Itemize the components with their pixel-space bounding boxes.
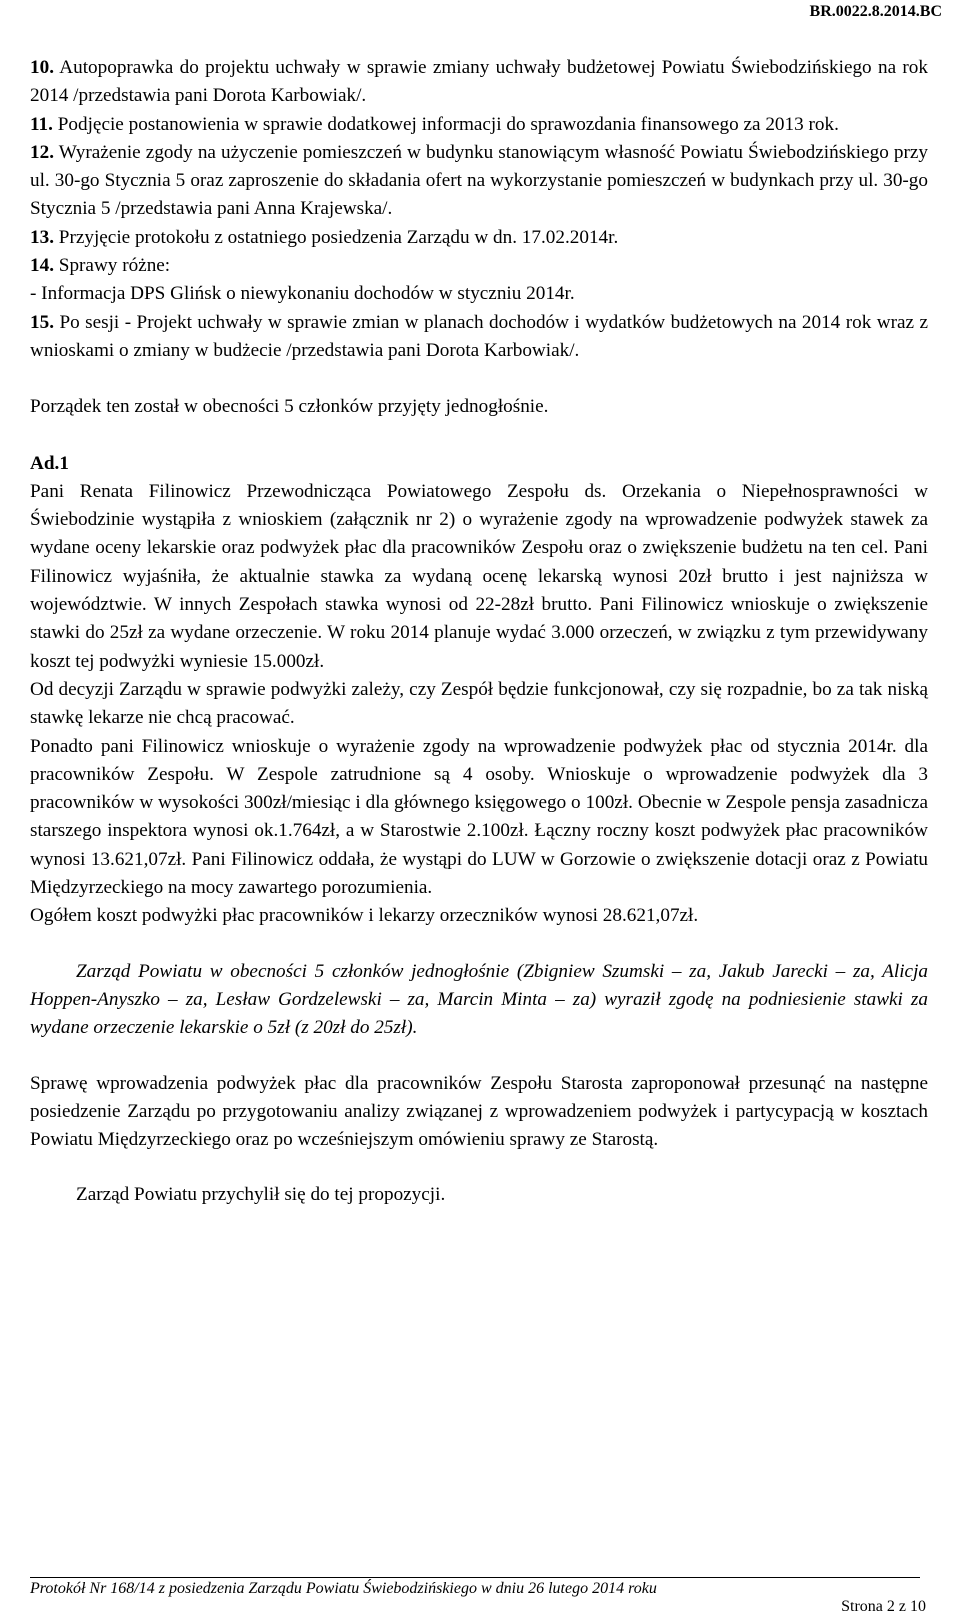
agenda-text: Po sesji - Projekt uchwały w sprawie zmian w planach dochodów i wydatków budżetowych na 2014 rok wraz z wnioskami o zmiany w budżecie /przedstawia pani Dorota Karbowiak/.: [30, 311, 928, 361]
agenda-text: Podjęcie postanowienia w sprawie dodatkowej informacji do sprawozdania finansowego za 2013 rok.: [57, 113, 839, 135]
agenda-number: 10.: [30, 57, 54, 78]
agenda-number: 15.: [30, 311, 54, 333]
agenda-item: [30, 224, 928, 252]
agenda-text: Autopoprawka do projektu uchwały w sprawie zmiany uchwały budżetowej Powiatu Świebodzińskiego na rok 2014 /przedstawia pani Dorota Karbowiak/.: [30, 57, 928, 107]
agenda-number: 11.: [30, 113, 53, 135]
agenda-text: Sprawy różne:: [58, 255, 171, 277]
agenda-item: [30, 111, 928, 139]
agenda-text: - Informacja DPS Glińsk o niewykonaniu dochodów w styczniu 2014r.: [30, 283, 575, 305]
paragraph: Pani Renata Filinowicz Przewodnicząca Powiatowego Zespołu ds. Orzekania o Niepełnosprawności w Świebodzinie wystąpiła z wnioskiem (załącznik nr 2) o wyrażenie zgody na wprowadzenie podwyżek stawek za wydane oceny lekarskie oraz podwyżek płac dla pracowników Zespołu oraz o zwiększenie budżetu na ten cel. Pani Filinowicz wyjaśniła, że aktualnie stawka za wydaną ocenę lekarską wynosi 20zł brutto i jest najniższa w województwie. W innych Zespołach stawka wynosi od 22-28zł brutto. Pani Filinowicz wnioskuje o zwiększenie stawki do 25zł za wydane orzeczenie. W roku 2014 planuje wydać 3.000 orzeczeń, w związku z tym przewidywany koszt tej podwyżki wyniesie 15.000zł.: [30, 480, 928, 672]
paragraph: Od decyzji Zarządu w sprawie podwyżki zależy, czy Zespół będzie funkcjonował, czy się rozpadnie, bo za tak niską stawkę lekarze nie chcą pracować.: [30, 678, 928, 729]
footer-text: Protokół Nr 168/14 z posiedzenia Zarządu Powiatu Świebodzińskiego w dniu 26 lutego 2014 roku: [30, 1580, 657, 1597]
document-body: [30, 54, 928, 1210]
agenda-text: Przyjęcie protokołu z ostatniego posiedzenia Zarządu w dn. 17.02.2014r.: [58, 226, 619, 248]
approval-statement: Porządek ten został w obecności 5 członków przyjęty jednogłośnie.: [30, 396, 549, 418]
page-number: Strona 2 z 10: [841, 1598, 926, 1615]
agenda-number: 13.: [30, 226, 54, 248]
document-code: BR.0022.8.2014.BC: [809, 3, 942, 20]
agenda-item: [30, 139, 928, 224]
paragraph: Ogółem koszt podwyżki płac pracowników i lekarzy orzeczników wynosi 28.621,07zł.: [30, 905, 699, 927]
section-heading: Ad.1: [30, 452, 69, 474]
footer-divider: [30, 1577, 920, 1578]
conclusion: Zarząd Powiatu przychylił się do tej propozycji.: [76, 1184, 446, 1206]
agenda-list: [30, 54, 928, 365]
agenda-item: [30, 252, 928, 280]
proposal-paragraph: Sprawę wprowadzenia podwyżek płac dla pracowników Zespołu Starosta zaproponował przesunąć na następne posiedzenie Zarządu po przygotowaniu analizy związanej z wprowadzeniem podwyżek i partycypacją w kosztach Powiatu Międzyrzeckiego oraz po wcześniejszym omówieniu sprawy ze Starostą.: [30, 1072, 928, 1151]
agenda-number: 14.: [30, 255, 54, 277]
agenda-subitem: [30, 280, 928, 308]
paragraph: Ponadto pani Filinowicz wnioskuje o wyrażenie zgody na wprowadzenie podwyżek płac od stycznia 2014r. dla pracowników Zespołu. W Zespole zatrudnione są 4 osoby. Wnioskuje o wprowadzenie podwyżek dla 3 pracowników w wysokości 300zł/miesiąc i dla głównego księgowego o 100zł. Obecnie w Zespole pensja zasadnicza starszego inspektora wynosi ok.1.764zł, a w Starostwie 2.100zł. Łączny roczny koszt podwyżek płac pracowników wynosi 13.621,07zł. Pani Filinowicz oddała, że wystąpi do LUW w Gorzowie o zwiększenie dotacji oraz z Powiatu Międzyrzeckiego na mocy zawartego porozumienia.: [30, 735, 928, 899]
agenda-number: 12.: [30, 141, 54, 163]
agenda-item: [30, 54, 928, 111]
vote-result: Zarząd Powiatu w obecności 5 członków jednogłośnie (Zbigniew Szumski – za, Jakub Jarecki – za, Alicja Hoppen-Anyszko – za, Lesław Gordzelewski – za, Marcin Minta – za) wyraził zgodę na podniesienie stawki za wydane orzeczenie lekarskie o 5zł (z 20zł do 25zł).: [30, 960, 928, 1039]
agenda-text: Wyrażenie zgody na użyczenie pomieszczeń w budynku stanowiącym własność Powiatu Świebodzińskiego przy ul. 30-go Stycznia 5 oraz zaproszenie do składania ofert na wykorzystanie pomieszczeń w budynkach przy ul. 30-go Stycznia 5 /przedstawia pani Anna Krajewska/.: [30, 141, 928, 220]
agenda-item: [30, 309, 928, 366]
